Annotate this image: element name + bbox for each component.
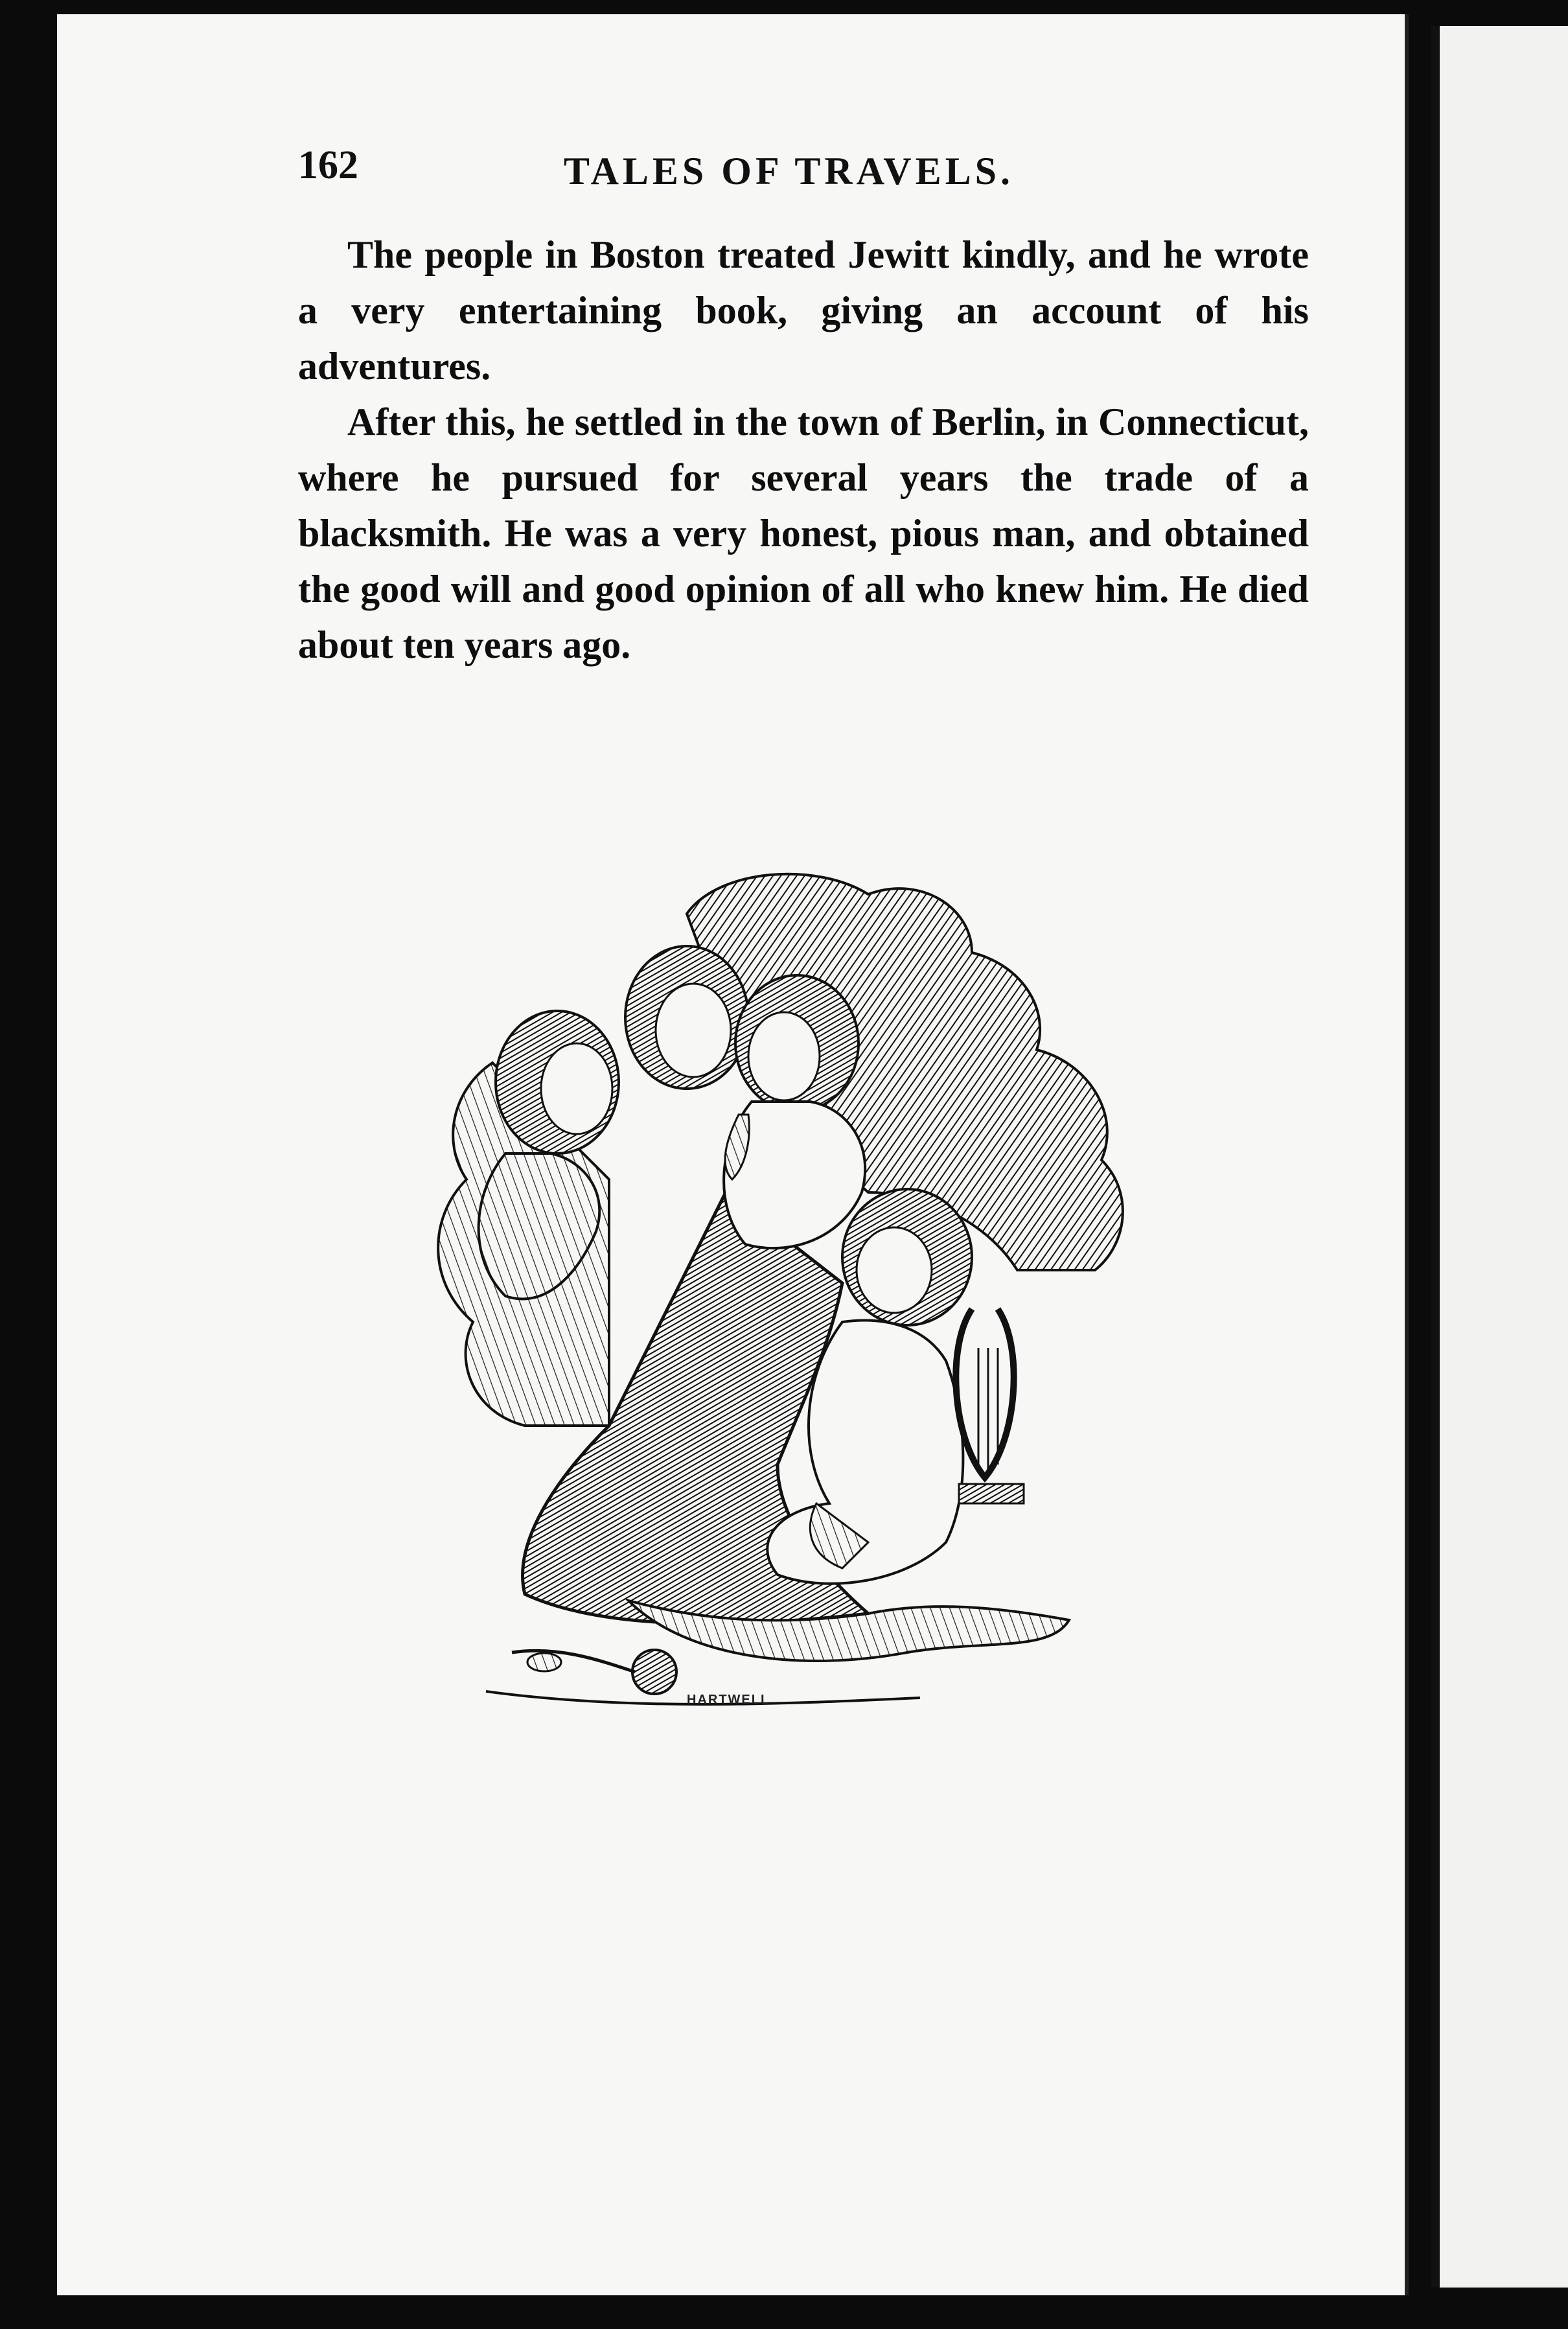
engraving-artwork (415, 855, 1218, 1737)
running-head (298, 143, 1322, 201)
rose-icon (512, 1650, 676, 1694)
cherubs-engraving (415, 855, 1218, 1737)
paragraph-2: After this, he settled in the town of Berlin, in Connecticut, where he pursued for several years the trade of a blacksmith. He was a very honest, pious man, and obtained the good will and good opinion of all who knew him. He died about ten years ago. (298, 400, 1309, 666)
running-title: TALES OF TRAVELS. (564, 150, 1014, 192)
lyre-icon (956, 1309, 1024, 1503)
engraver-signature: HARTWELL (687, 1693, 770, 1707)
page-number: 162 (298, 143, 358, 187)
body-text (298, 227, 1309, 673)
adjacent-page-edge (1431, 26, 1568, 2288)
paragraph-1: The people in Boston treated Jewitt kindly, and he wrote a very entertaining book, giving an account of his adventures. (298, 233, 1309, 388)
